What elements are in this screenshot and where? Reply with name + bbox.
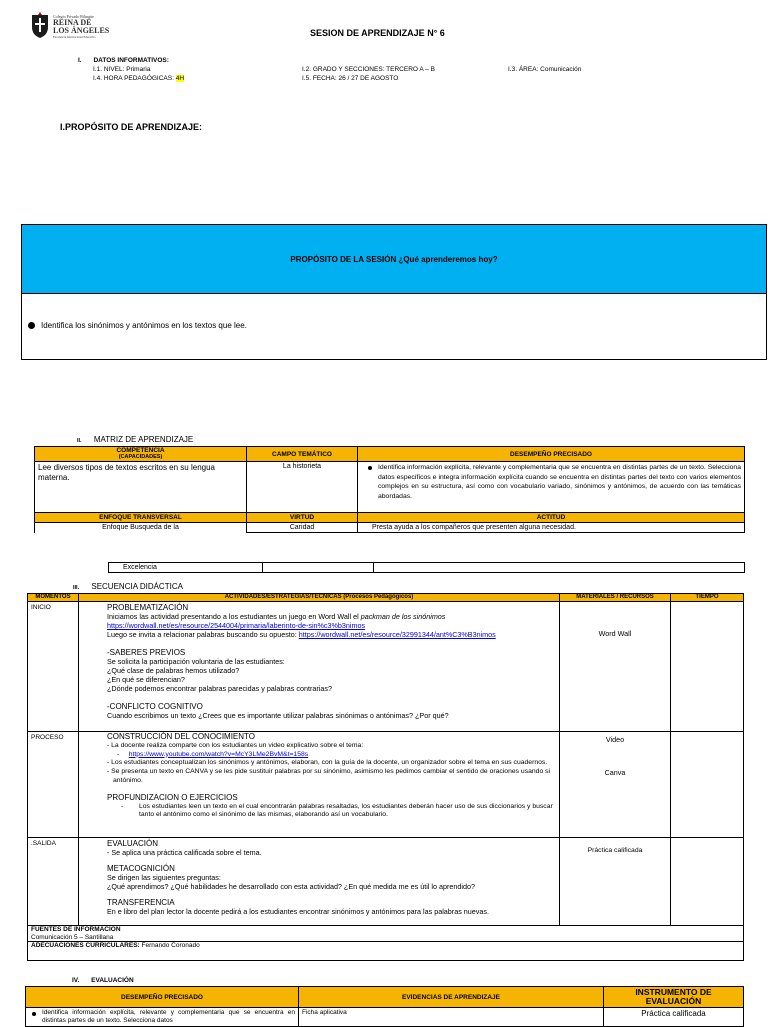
- momento-proceso: PROCESO: [28, 732, 79, 838]
- inicio-line1-text: Iniciamos las actividad presentando a los estudiantes un juego en Word Wall el: [107, 612, 361, 621]
- proceso-activities: CONSTRUCCIÓN DEL CONOCIMIENTO - La docente realiza comparte con los estudiantes un video explicativo sobre el tema: - https://www.youtube.com/watch?v=McY3LMe2BvM&t=158s - Los estudiantes conceptualizan los sinónimos y antónimos, elaboran, con la guía de la docente, un organizador sobre el tema en sus cuadernos. - Se presenta un texto en CANVA y se les pide sustituir palabras por su sinónimo, asimismo les pedimos cambiar el sentido de oraciones usando si antónimo. PROFUNDIZACION O EJERCICIOS - Los estudiantes leen un texto en el cual encontrarán palabras resaltadas, los estudiantes deberán hacer uso de sus diccionarios y buscar tanto el antónimo como el sinónimo de las mismas, elaborando así un vocabulario.: [79, 732, 560, 838]
- secuencia-num: III.: [73, 585, 80, 591]
- inicio-activities: [79, 602, 560, 732]
- bullet-icon: [368, 466, 372, 470]
- school-logo: [31, 11, 111, 43]
- proposito-aprendizaje-heading: I.PROPÓSITO DE APRENDIZAJE:: [60, 122, 203, 132]
- enfoque-cell: Enfoque Busqueda de la: [35, 523, 247, 533]
- excelencia-empty-2: [374, 563, 745, 573]
- desempeno-text: Identifica información explícita, relevante y complementaria que se encuentra en distintas partes de un texto. Selecciona datos específicos e integra información explícita cuando se encuentra en distintas partes del texto con varios elementos complejos en su estructura, así como con vocabulario variado, sinónimos y antónimos, de acuerdo con las temáticas abordadas.: [378, 464, 741, 500]
- meta-line1: Se dirigen las siguientes preguntas:: [107, 873, 221, 882]
- metacognicion-title: METACOGNICIÓN: [107, 864, 175, 873]
- fecha: I.5. FECHA: 26 / 27 DE AGOSTO: [302, 75, 399, 82]
- eval-instrumento-cell: Práctica calificada: [604, 1008, 744, 1027]
- virtud-header: VIRTUD: [247, 513, 358, 523]
- conflicto-line1: Cuando escribimos un texto ¿Crees que es importante utilizar palabras sinónimas o antónimas? ¿Por qué?: [107, 711, 449, 720]
- salida-activities: [79, 838, 560, 926]
- campo-cell: La historieta: [247, 462, 358, 513]
- nivel: I.1. NIVEL: Primaria: [93, 66, 151, 73]
- bullet-icon: [28, 322, 35, 329]
- hora-value: 4H: [175, 75, 185, 82]
- inicio-line2-text: Luego se invita a relacionar palabras buscando su opuesto:: [107, 630, 299, 639]
- grado: I.2. GRADO Y SECCIONES: TERCERO A – B: [302, 66, 435, 73]
- momento-inicio: INICIO: [28, 602, 79, 732]
- inicio-line1: [107, 612, 556, 621]
- actitud-cell: Presta ayuda a los compañeros que presenten alguna necesidad.: [358, 523, 745, 533]
- wordwall-link-2[interactable]: https://wordwall.net/es/resource/32991344/ant%C3%B3nimos: [298, 630, 496, 639]
- salida-tiempo: [671, 838, 744, 926]
- fuentes-text: Comunicación 5 – Santillana: [31, 933, 114, 941]
- capacidades-label: (CAPACIDADES): [118, 454, 163, 460]
- hora-label: I.4. HORA PEDAGÓGICAS:: [93, 75, 176, 82]
- inicio-material: Word Wall: [560, 602, 671, 732]
- logo-line2: REINA DE: [53, 18, 92, 27]
- conflicto-title: -CONFLICTO COGNITIVO: [107, 702, 203, 711]
- transferencia-line: En e libro del plan lector la docente pedirá a los estudiantes encontrar sinónimos y antónimos para las palabras nuevas.: [107, 907, 489, 916]
- material-canva: Canva: [604, 768, 626, 777]
- datos-heading-text: DATOS INFORMATIVOS:: [93, 57, 169, 64]
- logo-line1: Colegio Privado Bilingüe: [53, 14, 94, 19]
- eval-desempeno-text: Identifica información explícita, relevante y complementaria que se encuentra en distintas partes de un texto. Selecciona datos: [42, 1009, 295, 1024]
- materiales-header: MATERIALES / RECURSOS: [560, 594, 671, 602]
- competencia-label: COMPETENCIA: [116, 447, 165, 454]
- evaluacion-heading: [72, 977, 134, 984]
- excelencia-cell: Excelencia: [109, 563, 263, 573]
- datos-heading: [78, 57, 169, 64]
- matriz-title: MATRIZ DE APRENDIZAJE: [93, 435, 194, 444]
- eval-desempeno-header: DESEMPEÑO PRECISADO: [26, 987, 299, 1008]
- matriz-num: II.: [77, 438, 82, 444]
- desempeno-cell: [358, 462, 745, 513]
- proceso-line2: - Los estudiantes conceptualizan los sinónimos y antónimos, elaboran, con la guía de la docente, un organizador sobre el tema en sus cuadernos.: [107, 759, 548, 767]
- adecuaciones-text: Fernando Coronado: [141, 942, 200, 949]
- proposito-sesion-item: Identifica los sinónimos y antónimos en los textos que lee.: [41, 321, 247, 330]
- tiempo-header: TIEMPO: [671, 594, 744, 602]
- bullet-icon: [32, 1012, 36, 1016]
- transferencia-title: TRANSFERENCIA: [107, 898, 175, 907]
- ejercicio-text: Los estudiantes leen un texto en el cual encontrarán palabras resaltadas, los estudiantes deberán hacer uso de sus diccionarios y buscar tanto el antónimo como el sinónimo de las mismas, elaborando así un vocabulario.: [139, 802, 553, 819]
- excelencia-row: [108, 562, 745, 573]
- momento-salida: .SALIDA: [28, 838, 79, 926]
- eval-evidencias-cell: Ficha aplicativa: [299, 1008, 604, 1027]
- problematizacion-title: PROBLEMATIZACIÓN: [107, 603, 189, 612]
- competencia-cell: Lee diversos tipos de textos escritos en su lengua materna.: [35, 462, 247, 513]
- saberes-line2: ¿Qué clase de palabras hemos utilizado?: [107, 666, 240, 675]
- evaluacion-title: EVALUACIÓN: [107, 839, 158, 848]
- adecuaciones-cell: [28, 942, 744, 961]
- eval-evidencias-header: EVIDENCIAS DE APRENDIZAJE: [299, 987, 604, 1008]
- meta-line2: ¿Qué aprendimos? ¿Qué habilidades he desarrollado con esta actividad? ¿En qué medida me es útil lo aprendido?: [107, 882, 475, 891]
- matriz-header-competencia: [35, 447, 247, 462]
- matriz-header-desempeno: DESEMPEÑO PRECISADO: [358, 447, 745, 462]
- material-video: Video: [605, 735, 625, 744]
- momentos-header: MOMENTOS: [28, 594, 79, 602]
- fuentes-heading: FUENTES DE INFORMACIÓN: [31, 926, 121, 933]
- profundizacion-title: PROFUNDIZACION O EJERCICIOS: [107, 792, 238, 802]
- proceso-materials: [560, 732, 671, 838]
- evaluacion-num: IV.: [72, 977, 80, 984]
- enfoque-header: ENFOQUE TRANSVERSAL: [35, 513, 247, 523]
- actitud-header: ACTITUD: [358, 513, 745, 523]
- proposito-sesion-box: [21, 224, 767, 360]
- secuencia-heading: [73, 582, 183, 591]
- wordwall-link-1[interactable]: https://wordwall.net/es/resource/2544004/primaria/laberinto-de-sin%c3%b3nimos: [107, 621, 366, 630]
- area: I.3. ÁREA: Comunicación: [508, 66, 582, 73]
- ejercicio-item: - Los estudiantes leen un texto en el cual encontrarán palabras resaltadas, los estudiantes deberán hacer uso de sus diccionarios y buscar tanto el antónimo como el sinónimo de las mismas, elaborando así un vocabulario.: [121, 802, 553, 819]
- inicio-line1-italic: packman de los sinónimos: [360, 612, 446, 621]
- construccion-title: CONSTRUCCIÓN DEL CONOCIMIENTO: [107, 732, 256, 741]
- secuencia-title: SECUENCIA DIDÁCTICA: [91, 582, 183, 591]
- logo-line4: Excelencia Internacional Educativa: [53, 35, 96, 39]
- salida-material: Práctica calificada: [560, 838, 671, 926]
- document-title: SESION DE APRENDIZAJE N° 6: [310, 28, 445, 38]
- excelencia-empty-1: [263, 563, 374, 573]
- matriz-heading: [77, 435, 193, 444]
- matriz-header-campo: CAMPO TEMÁTICO: [247, 447, 358, 462]
- logo-line3: LOS ÁNGELES: [53, 26, 110, 35]
- matriz-table: [34, 446, 745, 533]
- hora-pedagogica: [93, 75, 184, 82]
- saberes-line1: Se solicita la participación voluntaria de las estudiantes:: [107, 657, 285, 666]
- evaluacion-title-text: EVALUACIÓN: [91, 977, 134, 984]
- youtube-link[interactable]: https://www.youtube.com/watch?v=McY3LMe2BvM&t=158s: [128, 750, 309, 758]
- fuentes-cell: [28, 926, 744, 942]
- secuencia-table: [27, 593, 744, 961]
- proposito-sesion-head: PROPÓSITO DE LA SESIÓN ¿Qué aprenderemos hoy?: [22, 225, 766, 294]
- virtud-cell: Caridad: [247, 523, 358, 533]
- saberes-line3: ¿En qué se diferencian?: [107, 675, 185, 684]
- inicio-tiempo: [671, 602, 744, 732]
- crest-icon: [31, 11, 49, 39]
- salida-line1: - Se aplica una práctica calificada sobre el tema.: [107, 848, 262, 857]
- eval-instrumento-header: INSTRUMENTO DE EVALUACIÓN: [604, 987, 744, 1008]
- evaluacion-table: [25, 986, 744, 1027]
- adecuaciones-heading: ADECUACIONES CURRICULARES:: [31, 942, 142, 949]
- saberes-previos-title: -SABERES PREVIOS: [107, 648, 186, 657]
- proceso-tiempo: [671, 732, 744, 838]
- proceso-line3: - Se presenta un texto en CANVA y se les pide sustituir palabras por su sinónimo, asimismo les pedimos cambiar el sentido de oraciones usando si antónimo.: [107, 768, 551, 784]
- proceso-line1: - La docente realiza comparte con los estudiantes un video explicativo sobre el tema:: [107, 741, 364, 749]
- actividades-header: ACTIVIDADES/ESTRATEGIAS/TECNICAS (Procesos Pedagógicos): [79, 594, 560, 602]
- saberes-line4: ¿Dónde podemos encontrar palabras parecidas y palabras contrarias?: [107, 684, 332, 693]
- datos-heading-num: I.: [78, 57, 82, 64]
